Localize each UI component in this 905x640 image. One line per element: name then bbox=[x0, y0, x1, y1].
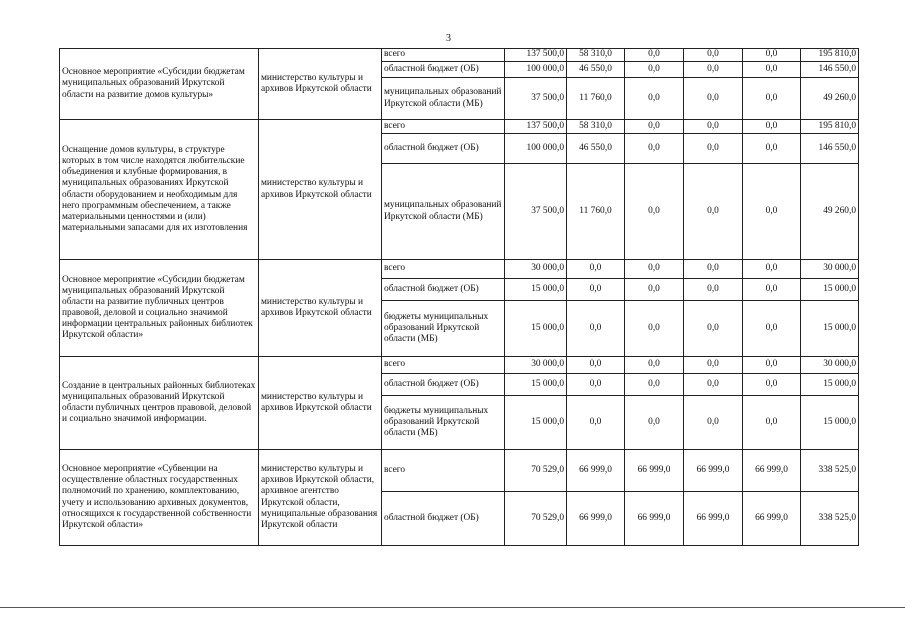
funding-source: всего bbox=[382, 120, 505, 134]
total-cell: 49 260,0 bbox=[801, 164, 859, 260]
value-cell: 0,0 bbox=[625, 120, 684, 134]
value-cell: 0,0 bbox=[743, 49, 801, 62]
value-cell: 0,0 bbox=[625, 62, 684, 78]
value-cell: 46 550,0 bbox=[567, 62, 625, 78]
responsible-executor: министерство культуры и архивов Иркутской области, архивное агентство Иркутской области, муниципальные образования Иркутской области bbox=[259, 450, 382, 546]
value-cell: 0,0 bbox=[743, 164, 801, 260]
value-cell: 37 500,0 bbox=[505, 164, 567, 260]
page-divider bbox=[0, 607, 905, 608]
value-cell: 0,0 bbox=[743, 396, 801, 450]
value-cell: 0,0 bbox=[625, 134, 684, 164]
measure-description: Основное мероприятие «Субвенции на осуществление областных государственных полномочий по хранению, комплектованию, учету и использованию архивных документов, относящихся к государственной собственности Иркутской области» bbox=[60, 450, 259, 546]
total-cell: 338 525,0 bbox=[801, 450, 859, 492]
table-row bbox=[60, 49, 859, 62]
value-cell: 0,0 bbox=[743, 78, 801, 120]
funding-source: областной бюджет (ОБ) bbox=[382, 134, 505, 164]
funding-source: всего bbox=[382, 260, 505, 279]
value-cell: 0,0 bbox=[684, 260, 743, 279]
total-cell: 146 550,0 bbox=[801, 134, 859, 164]
value-cell: 66 999,0 bbox=[743, 492, 801, 546]
measure-description: Основное мероприятие «Субсидии бюджетам муниципальных образований Иркутской области на развитие домов культуры» bbox=[60, 49, 259, 120]
value-cell: 0,0 bbox=[625, 78, 684, 120]
value-cell: 15 000,0 bbox=[505, 374, 567, 396]
table-row bbox=[60, 120, 859, 134]
funding-source: всего bbox=[382, 450, 505, 492]
responsible-executor: министерство культуры и архивов Иркутской области bbox=[259, 49, 382, 120]
value-cell: 66 999,0 bbox=[625, 450, 684, 492]
value-cell: 15 000,0 bbox=[505, 301, 567, 357]
total-cell: 195 810,0 bbox=[801, 120, 859, 134]
value-cell: 0,0 bbox=[684, 62, 743, 78]
table-row bbox=[60, 450, 859, 492]
funding-source: всего bbox=[382, 49, 505, 62]
value-cell: 66 999,0 bbox=[625, 492, 684, 546]
funding-source: областной бюджет (ОБ) bbox=[382, 279, 505, 301]
value-cell: 66 999,0 bbox=[567, 450, 625, 492]
value-cell: 0,0 bbox=[567, 357, 625, 374]
value-cell: 0,0 bbox=[684, 396, 743, 450]
value-cell: 0,0 bbox=[684, 49, 743, 62]
funding-source: всего bbox=[382, 357, 505, 374]
page-number: 3 bbox=[446, 33, 451, 44]
funding-source: муниципальных образований Иркутской области (МБ) bbox=[382, 78, 505, 120]
value-cell: 66 999,0 bbox=[567, 492, 625, 546]
value-cell: 0,0 bbox=[625, 396, 684, 450]
total-cell: 15 000,0 bbox=[801, 279, 859, 301]
total-cell: 30 000,0 bbox=[801, 357, 859, 374]
total-cell: 146 550,0 bbox=[801, 62, 859, 78]
value-cell: 30 000,0 bbox=[505, 357, 567, 374]
measure-description: Основное мероприятие «Субсидии бюджетам муниципальных образований Иркутской области на развитие публичных центров правовой, деловой и социально значимой информации центральных районных библиотек Иркутской области» bbox=[60, 260, 259, 357]
measure-description: Оснащение домов культуры, в структуре которых в том числе находятся любительские объединения и клубные формирования, в муниципальных образованиях Иркутской области оборудованием и необходимым для него программным обеспечением, а также материальными ценностями и (или) материальными запасами для их изготовления bbox=[60, 120, 259, 260]
total-cell: 30 000,0 bbox=[801, 260, 859, 279]
funding-source: бюджеты муниципальных образований Иркутской области (МБ) bbox=[382, 396, 505, 450]
total-cell: 338 525,0 bbox=[801, 492, 859, 546]
value-cell: 0,0 bbox=[743, 120, 801, 134]
value-cell: 0,0 bbox=[743, 357, 801, 374]
funding-source: муниципальных образований Иркутской области (МБ) bbox=[382, 164, 505, 260]
value-cell: 137 500,0 bbox=[505, 49, 567, 62]
value-cell: 11 760,0 bbox=[567, 78, 625, 120]
value-cell: 0,0 bbox=[567, 396, 625, 450]
value-cell: 66 999,0 bbox=[684, 450, 743, 492]
value-cell: 58 310,0 bbox=[567, 49, 625, 62]
table-row bbox=[60, 260, 859, 279]
value-cell: 0,0 bbox=[684, 301, 743, 357]
value-cell: 46 550,0 bbox=[567, 134, 625, 164]
value-cell: 0,0 bbox=[743, 279, 801, 301]
value-cell: 70 529,0 bbox=[505, 450, 567, 492]
value-cell: 15 000,0 bbox=[505, 279, 567, 301]
value-cell: 0,0 bbox=[625, 49, 684, 62]
table-row bbox=[60, 357, 859, 374]
value-cell: 0,0 bbox=[684, 164, 743, 260]
value-cell: 0,0 bbox=[743, 260, 801, 279]
total-cell: 195 810,0 bbox=[801, 49, 859, 62]
measure-description: Создание в центральных районных библиотеках муниципальных образований Иркутской области публичных центров правовой, деловой и социально значимой информации. bbox=[60, 357, 259, 450]
value-cell: 58 310,0 bbox=[567, 120, 625, 134]
value-cell: 0,0 bbox=[625, 279, 684, 301]
total-cell: 15 000,0 bbox=[801, 374, 859, 396]
value-cell: 0,0 bbox=[743, 374, 801, 396]
responsible-executor: министерство культуры и архивов Иркутской области bbox=[259, 357, 382, 450]
responsible-executor: министерство культуры и архивов Иркутской области bbox=[259, 120, 382, 260]
value-cell: 0,0 bbox=[625, 374, 684, 396]
value-cell: 0,0 bbox=[625, 164, 684, 260]
value-cell: 0,0 bbox=[625, 260, 684, 279]
value-cell: 0,0 bbox=[743, 62, 801, 78]
value-cell: 66 999,0 bbox=[743, 450, 801, 492]
budget-table bbox=[59, 48, 859, 546]
value-cell: 11 760,0 bbox=[567, 164, 625, 260]
funding-source: бюджеты муниципальных образований Иркутской области (МБ) bbox=[382, 301, 505, 357]
value-cell: 0,0 bbox=[684, 78, 743, 120]
value-cell: 0,0 bbox=[684, 134, 743, 164]
funding-source: областной бюджет (ОБ) bbox=[382, 62, 505, 78]
value-cell: 0,0 bbox=[743, 301, 801, 357]
value-cell: 30 000,0 bbox=[505, 260, 567, 279]
value-cell: 137 500,0 bbox=[505, 120, 567, 134]
value-cell: 100 000,0 bbox=[505, 62, 567, 78]
value-cell: 0,0 bbox=[567, 279, 625, 301]
value-cell: 0,0 bbox=[684, 279, 743, 301]
value-cell: 0,0 bbox=[625, 357, 684, 374]
value-cell: 0,0 bbox=[684, 374, 743, 396]
total-cell: 49 260,0 bbox=[801, 78, 859, 120]
value-cell: 0,0 bbox=[567, 301, 625, 357]
value-cell: 0,0 bbox=[743, 134, 801, 164]
value-cell: 100 000,0 bbox=[505, 134, 567, 164]
responsible-executor: министерство культуры и архивов Иркутской области bbox=[259, 260, 382, 357]
value-cell: 66 999,0 bbox=[684, 492, 743, 546]
value-cell: 0,0 bbox=[684, 357, 743, 374]
value-cell: 0,0 bbox=[625, 301, 684, 357]
value-cell: 0,0 bbox=[567, 374, 625, 396]
value-cell: 15 000,0 bbox=[505, 396, 567, 450]
value-cell: 70 529,0 bbox=[505, 492, 567, 546]
value-cell: 0,0 bbox=[567, 260, 625, 279]
funding-source: областной бюджет (ОБ) bbox=[382, 374, 505, 396]
total-cell: 15 000,0 bbox=[801, 301, 859, 357]
funding-source: областной бюджет (ОБ) bbox=[382, 492, 505, 546]
total-cell: 15 000,0 bbox=[801, 396, 859, 450]
value-cell: 0,0 bbox=[684, 120, 743, 134]
value-cell: 37 500,0 bbox=[505, 78, 567, 120]
